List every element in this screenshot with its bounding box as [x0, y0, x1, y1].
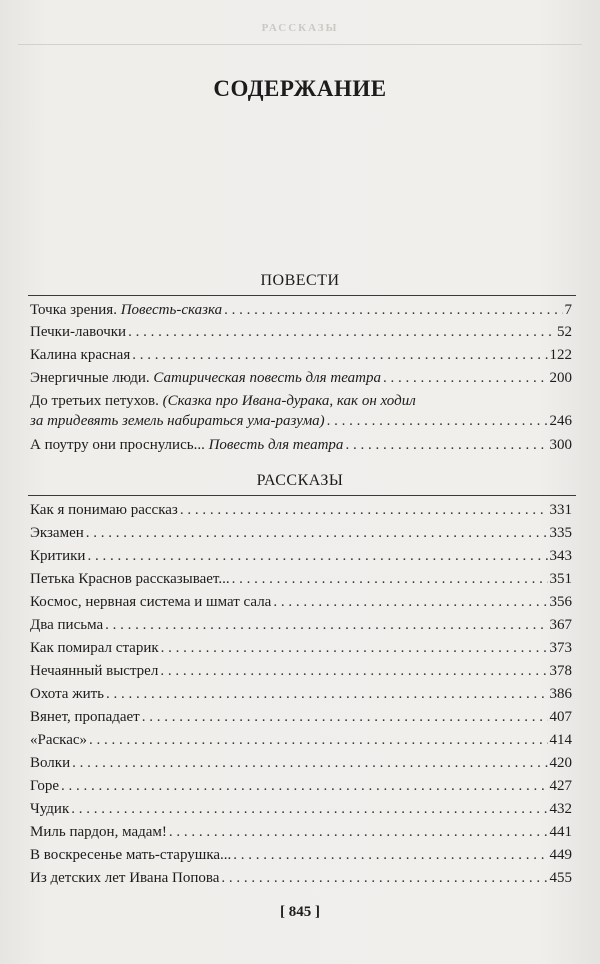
entry-page-number: 331	[549, 502, 572, 518]
dot-leader	[383, 368, 547, 388]
entry-page-number: 52	[557, 324, 572, 340]
toc-entry	[30, 368, 572, 388]
entry-page-number: 407	[549, 709, 572, 725]
entry-subtitle: Повесть для театра	[208, 437, 344, 453]
page-title: СОДЕРЖАНИЕ	[213, 76, 387, 101]
entry-title: Охота жить	[30, 686, 104, 702]
toc-entry	[30, 435, 572, 455]
dot-leader	[132, 345, 547, 365]
dot-leader	[161, 638, 548, 658]
entry-page-number: 351	[549, 571, 572, 587]
toc-entry	[30, 300, 572, 320]
dot-leader	[232, 569, 548, 589]
entry-title: Космос, нервная система и шмат сала	[30, 594, 272, 610]
entry-page-number: 343	[549, 548, 572, 564]
dot-leader	[233, 845, 547, 865]
dot-leader	[106, 684, 548, 704]
dot-leader	[169, 822, 548, 842]
dot-leader	[345, 435, 547, 455]
dot-leader	[160, 661, 547, 681]
toc-entry	[30, 868, 572, 888]
toc-entry	[30, 546, 572, 566]
toc-entry	[30, 638, 572, 658]
toc-entry	[30, 661, 572, 681]
entry-page-number: 449	[549, 847, 572, 863]
entry-page-number: 200	[549, 370, 572, 386]
entry-title: В воскресенье мать-старушка...	[30, 847, 232, 863]
dot-leader	[86, 523, 548, 543]
entry-subtitle-continued: за тридевять земель набираться ума-разума)	[30, 413, 325, 429]
entry-title: Как я понимаю рассказ	[30, 502, 178, 518]
toc-entry	[30, 391, 572, 431]
toc-entry	[30, 523, 572, 543]
page-folio: [ 845 ]	[280, 904, 320, 920]
entry-title: Печки-лавочки	[30, 324, 127, 340]
entry-title: А поутру они проснулись...	[30, 437, 205, 453]
section-rule-rasskazy	[28, 495, 576, 496]
entry-page-number: 7	[564, 302, 572, 318]
dot-leader	[142, 707, 548, 727]
dot-leader	[221, 868, 547, 888]
entry-page-number: 441	[549, 824, 572, 840]
dot-leader	[128, 322, 555, 342]
entry-title: «Раскас»	[30, 732, 88, 748]
entry-title: Чудик	[30, 801, 70, 817]
entry-page-number: 373	[549, 640, 572, 656]
entry-title: Точка зрения.	[30, 302, 117, 318]
dot-leader	[105, 615, 547, 635]
entry-page-number: 246	[549, 413, 572, 429]
entry-title: Миль пардон, мадам!	[30, 824, 167, 840]
toc-entry	[30, 776, 572, 796]
section-heading-rasskazy: РАССКАЗЫ	[256, 472, 344, 489]
toc-entry	[30, 684, 572, 704]
toc-entry	[30, 845, 572, 865]
toc-entry	[30, 569, 572, 589]
entry-page-number: 335	[549, 525, 572, 541]
toc-entry	[30, 822, 572, 842]
entry-page-number: 300	[549, 437, 572, 453]
running-head: РАССКАЗЫ	[261, 22, 339, 34]
dot-leader	[273, 592, 547, 612]
entry-title: Волки	[30, 755, 71, 771]
dot-leader	[72, 753, 547, 773]
toc-entry	[30, 592, 572, 612]
entry-title: Калина красная	[30, 347, 131, 363]
entry-page-number: 414	[549, 732, 572, 748]
entry-page-number: 420	[549, 755, 572, 771]
dot-leader	[224, 300, 562, 320]
toc-entry	[30, 615, 572, 635]
dot-leader	[87, 546, 547, 566]
entry-title: До третьих петухов.	[30, 393, 159, 409]
entry-page-number: 122	[549, 347, 572, 363]
entry-title: Как помирал старик	[30, 640, 159, 656]
section-rule-povesti	[28, 295, 576, 296]
entry-title: Горе	[30, 778, 60, 794]
section-heading-povesti: ПОВЕСТИ	[260, 272, 340, 289]
toc-entry	[30, 345, 572, 365]
entry-subtitle: Повесть-сказка	[120, 302, 223, 318]
entry-title: Нечаянный выстрел	[30, 663, 159, 679]
toc-entry	[30, 753, 572, 773]
entry-page-number: 455	[549, 870, 572, 886]
dot-leader	[327, 411, 548, 431]
toc-entry	[30, 322, 572, 342]
entry-title: Петька Краснов рассказывает...	[30, 571, 230, 587]
entry-title: Два письма	[30, 617, 104, 633]
entry-page-number: 378	[549, 663, 572, 679]
toc-entry	[30, 707, 572, 727]
dot-leader	[89, 730, 547, 750]
toc-entry	[30, 500, 572, 520]
running-head-rule	[18, 44, 582, 45]
dot-leader	[71, 799, 547, 819]
entry-page-number: 432	[549, 801, 572, 817]
entry-title: Вянет, пропадает	[30, 709, 140, 725]
entry-title: Экзамен	[30, 525, 84, 541]
toc-entry	[30, 730, 572, 750]
entry-subtitle: Сатирическая повесть для театра	[153, 370, 382, 386]
entry-title: Критики	[30, 548, 86, 564]
entry-subtitle: (Сказка про Ивана-дурака, как он ходил	[162, 393, 416, 409]
toc-entry	[30, 799, 572, 819]
dot-leader	[180, 500, 548, 520]
entry-page-number: 367	[549, 617, 572, 633]
entry-page-number: 386	[549, 686, 572, 702]
dot-leader	[61, 776, 547, 796]
entry-title: Из детских лет Ивана Попова	[30, 870, 220, 886]
entry-title: Энергичные люди.	[30, 370, 150, 386]
entry-page-number: 356	[549, 594, 572, 610]
entry-page-number: 427	[549, 778, 572, 794]
